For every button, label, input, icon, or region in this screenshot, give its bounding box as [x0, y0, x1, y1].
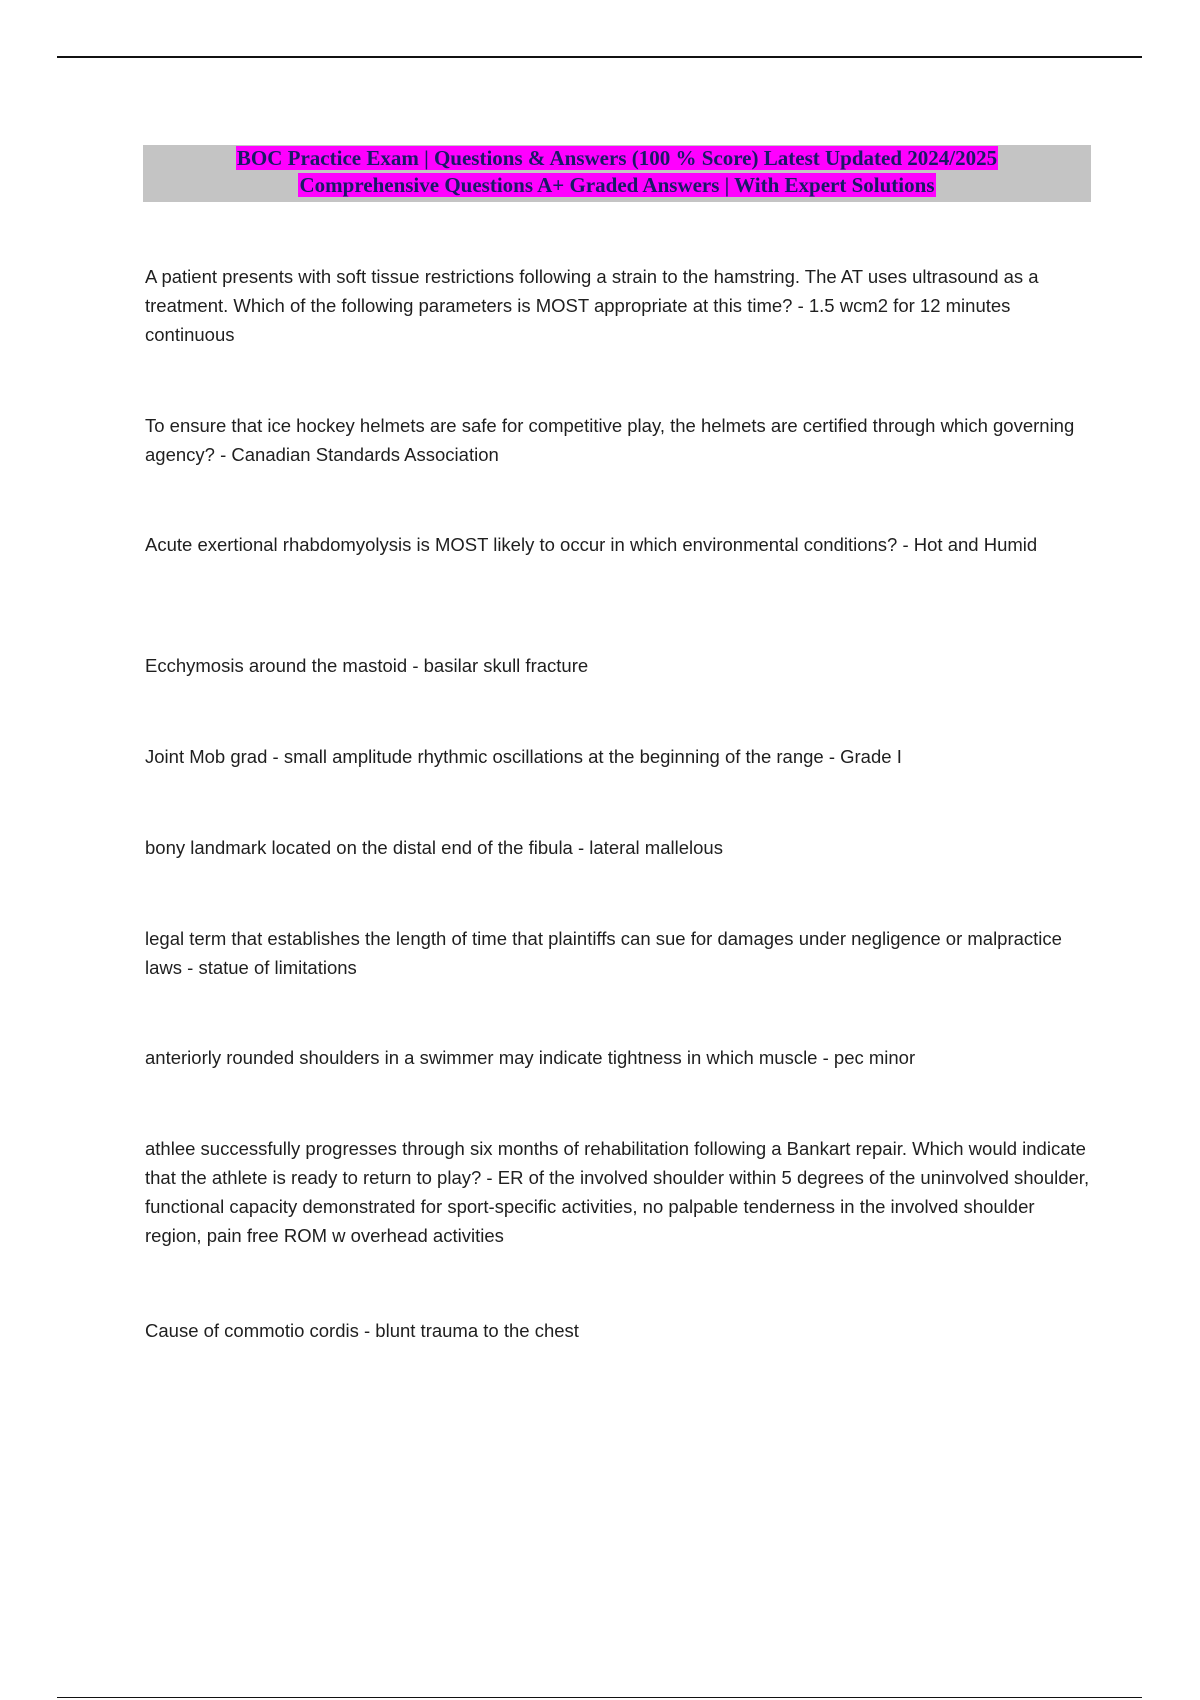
title-line-2 [143, 172, 1091, 199]
qa-item-6: bony landmark located on the distal end of the fibula - lateral mallelous [145, 837, 723, 858]
qa-item-8: anteriorly rounded shoulders in a swimmer may indicate tightness in which muscle - pec minor [145, 1047, 916, 1068]
qa-item-1: A patient presents with soft tissue restrictions following a strain to the hamstring. The AT uses ultrasound as a treatment. Which of the following parameters is MOST appropriate at this time? - 1.5 wcm2 for 12 minutes continuous [145, 266, 1039, 345]
title-line-2-text: Comprehensive Questions A+ Graded Answers | With Expert Solutions [299, 173, 935, 197]
qa-item-5: Joint Mob grad - small amplitude rhythmic oscillations at the beginning of the range - Grade I [145, 746, 902, 767]
document-title-block [143, 145, 1091, 202]
qa-item-7: legal term that establishes the length of time that plaintiffs can sue for damages under negligence or malpractice laws - statue of limitations [145, 928, 1062, 978]
title-line-1-text: BOC Practice Exam | Questions & Answers (100 % Score) Latest Updated 2024/2025 [236, 146, 998, 170]
qa-item-4: Ecchymosis around the mastoid - basilar skull fracture [145, 655, 589, 676]
title-line-1 [143, 145, 1091, 172]
qa-item-3: Acute exertional rhabdomyolysis is MOST likely to occur in which environmental conditions? - Hot and Humid [145, 534, 1038, 555]
qa-item-10: Cause of commotio cordis - blunt trauma to the chest [145, 1320, 579, 1341]
qa-item-9: athlee successfully progresses through six months of rehabilitation following a Bankart repair. Which would indicate that the athlete is ready to return to play? - ER of the involved shoulder within 5 degrees of the uninvolved shoulder, functional capacity demonstrated for sport-specific activities, no palpable tenderness in the involved shoulder region, pain free ROM w overhead activities [145, 1138, 1090, 1246]
footer-rule [57, 1697, 1142, 1698]
qa-item-2: To ensure that ice hockey helmets are safe for competitive play, the helmets are certified through which governing agency? - Canadian Standards Association [145, 415, 1075, 465]
header-rule [57, 56, 1142, 58]
